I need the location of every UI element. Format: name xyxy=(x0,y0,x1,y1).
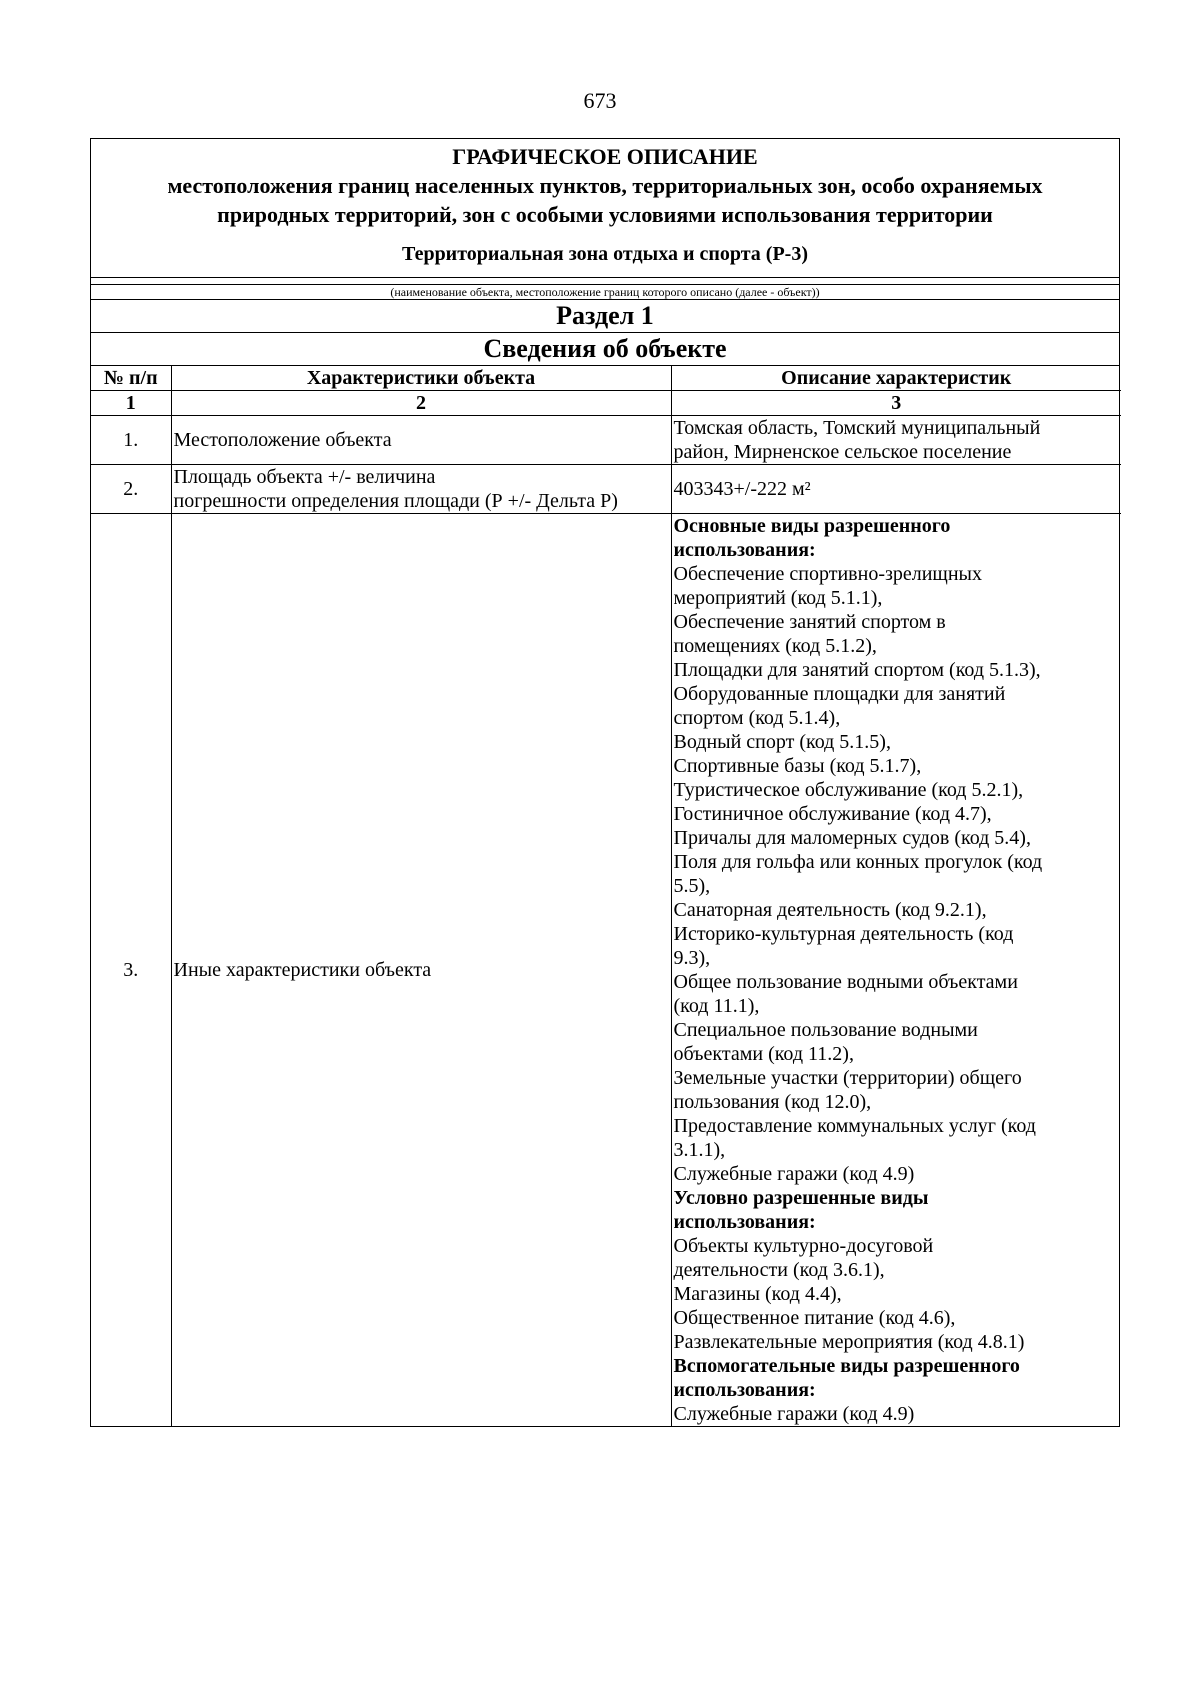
usage-item: Предоставление коммунальных услуг (код xyxy=(673,1115,1036,1137)
table-row xyxy=(91,465,1121,514)
usage-item: мероприятий (код 5.1.1), xyxy=(673,587,883,609)
document-subtitle-line2: природных территорий, зон с особыми условиями использования территории xyxy=(217,202,993,227)
characteristic-name xyxy=(171,416,671,465)
usage-item: Историко-культурная деятельность (код xyxy=(673,923,1014,945)
row-number: 3. xyxy=(91,514,171,1427)
usage-item: помещениях (код 5.1.2), xyxy=(673,635,877,657)
usage-item: деятельности (код 3.6.1), xyxy=(673,1259,885,1281)
usage-item: 3.1.1), xyxy=(673,1139,726,1161)
row-number: 1. xyxy=(91,416,171,465)
usage-item: Водный спорт (код 5.1.5), xyxy=(673,731,891,753)
usage-item: Гостиничное обслуживание (код 4.7), xyxy=(673,803,992,825)
document-subtitle-line1: местоположения границ населенных пунктов, территориальных зон, особо охраняемых xyxy=(167,173,1043,198)
usage-item: 5.5), xyxy=(673,875,711,897)
usage-item: объектами (код 11.2), xyxy=(673,1043,854,1065)
usage-item: Магазины (код 4.4), xyxy=(673,1283,842,1305)
column-number: 2 xyxy=(171,391,671,416)
usage-item: Служебные гаражи (код 4.9) xyxy=(673,1403,915,1425)
column-number-row xyxy=(91,391,1121,416)
usage-item: 9.3), xyxy=(673,947,711,969)
usage-item: Развлекательные мероприятия (код 4.8.1) xyxy=(673,1331,1025,1353)
usage-item: Общественное питание (код 4.6), xyxy=(673,1307,956,1329)
usage-item: Площадки для занятий спортом (код 5.1.3), xyxy=(673,659,1041,681)
characteristic-name xyxy=(171,465,671,514)
document-header xyxy=(91,139,1119,278)
usage-item: Объекты культурно-досуговой xyxy=(673,1235,934,1257)
column-header-description: Описание характеристик xyxy=(671,366,1121,391)
description-line: Томская область, Томский муниципальный xyxy=(673,417,1041,439)
object-name-note: (наименование объекта, местоположение границ которого описано (далее - объект)) xyxy=(91,285,1119,300)
divider xyxy=(91,278,1119,285)
usage-item: Санаторная деятельность (код 9.2.1), xyxy=(673,899,987,921)
table-row xyxy=(91,514,1121,1427)
column-header-number: № п/п xyxy=(91,366,171,391)
section-title: Раздел 1 xyxy=(91,300,1119,333)
table-row xyxy=(91,416,1121,465)
object-info-table xyxy=(91,366,1121,1426)
characteristic-description xyxy=(671,416,1121,465)
characteristic-name xyxy=(171,514,671,1427)
table-header-row xyxy=(91,366,1121,391)
usage-item: Служебные гаражи (код 4.9) xyxy=(673,1163,915,1185)
usage-category-heading: Вспомогательные виды разрешенного xyxy=(673,1355,1020,1377)
usage-item: спортом (код 5.1.4), xyxy=(673,707,841,729)
usage-item: Обеспечение занятий спортом в xyxy=(673,611,946,633)
description-line: район, Мирненское сельское поселение xyxy=(673,441,1012,463)
usage-item: Поля для гольфа или конных прогулок (код xyxy=(673,851,1043,873)
usage-item: Причалы для маломерных судов (код 5.4), xyxy=(673,827,1031,849)
column-header-characteristic: Характеристики объекта xyxy=(171,366,671,391)
usage-item: пользования (код 12.0), xyxy=(673,1091,872,1113)
page-number: 673 xyxy=(583,88,617,113)
usage-item: Земельные участки (территории) общего xyxy=(673,1067,1022,1089)
characteristic-line: Иные характеристики объекта xyxy=(173,959,432,981)
usage-item: (код 11.1), xyxy=(673,995,760,1017)
usage-category-heading: использования: xyxy=(673,1211,816,1233)
area-value: 403343+/-222 м² xyxy=(673,478,811,500)
column-number: 3 xyxy=(671,391,1121,416)
characteristic-description xyxy=(671,465,1121,514)
zone-name: Территориальная зона отдыха и спорта (Р-3) xyxy=(401,243,808,265)
section-subtitle: Сведения об объекте xyxy=(91,333,1119,366)
usage-item: Специальное пользование водными xyxy=(673,1019,978,1041)
usage-item: Туристическое обслуживание (код 5.2.1), xyxy=(673,779,1024,801)
graphic-description-document xyxy=(90,138,1120,1427)
usage-item: Спортивные базы (код 5.1.7), xyxy=(673,755,922,777)
usage-item: Оборудованные площадки для занятий xyxy=(673,683,1006,705)
usage-category-heading: Условно разрешенные виды xyxy=(673,1187,929,1209)
characteristic-line: Местоположение объекта xyxy=(173,429,392,451)
document-title: ГРАФИЧЕСКОЕ ОПИСАНИЕ xyxy=(452,144,758,169)
usage-category-heading: Основные виды разрешенного xyxy=(673,515,951,537)
usage-category-heading: использования: xyxy=(673,1379,816,1401)
permitted-uses-description xyxy=(671,514,1121,1427)
characteristic-line: погрешности определения площади (Р +/- Дельта Р) xyxy=(173,490,618,512)
usage-category-heading: использования: xyxy=(673,539,816,561)
characteristic-line: Площадь объекта +/- величина xyxy=(173,466,436,488)
usage-item: Обеспечение спортивно-зрелищных xyxy=(673,563,982,585)
usage-item: Общее пользование водными объектами xyxy=(673,971,1018,993)
row-number: 2. xyxy=(91,465,171,514)
column-number: 1 xyxy=(91,391,171,416)
